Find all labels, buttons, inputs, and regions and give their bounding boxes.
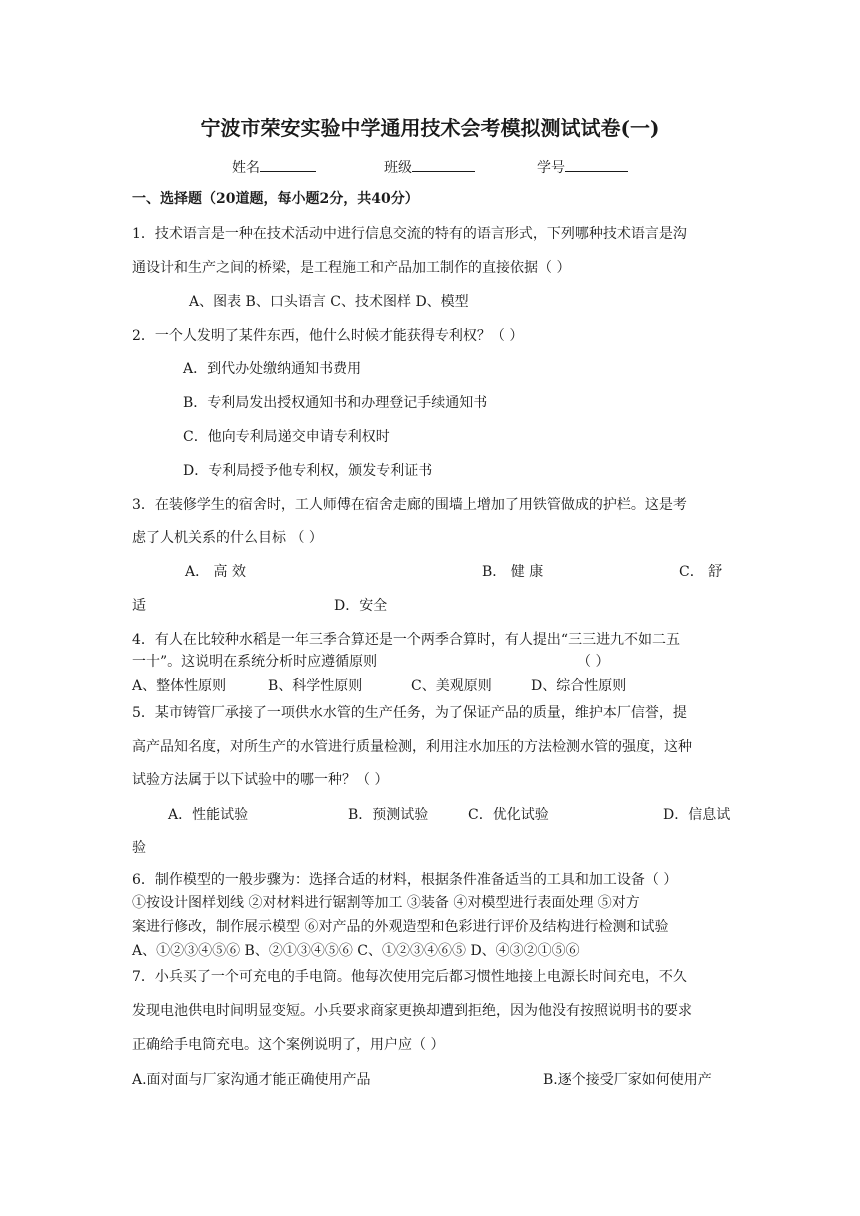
q6-line3: 案进行修改，制作展示模型 ⑥对产品的外观造型和色彩进行评价及结构进行检测和试验	[132, 919, 669, 935]
q7-line3: 正确给手电筒充电。这个案例说明了，用户应（ ）	[132, 1037, 445, 1053]
q5-line2: 高产品知名度，对所生产的水管进行质量检测，利用注水加压的方法检测水管的强度，这种	[132, 739, 692, 755]
q5-option-a: A．性能试验	[168, 807, 249, 823]
q2-option-a: A．到代办处缴纳通知书费用	[183, 361, 362, 377]
q6-line1: 6．制作模型的一般步骤为：选择合适的材料，根据条件准备适当的工具和加工设备（ ）	[132, 872, 678, 888]
id-label: 学号	[537, 160, 565, 176]
name-blank	[260, 156, 316, 172]
q5-option-d: D．信息试	[663, 807, 731, 823]
q2-option-c: C．他向专利局递交申请专利权时	[183, 429, 390, 445]
q4-option-c: C、美观原则	[411, 678, 492, 694]
q6-options: A、①②③④⑤⑥ B、②①③④⑤⑥ C、①②③④⑥⑤ D、④③②①⑤⑥	[132, 943, 580, 959]
q3-option-b: B． 健 康	[482, 564, 544, 580]
q5-line1: 5．某市铸管厂承接了一项供水水管的生产任务，为了保证产品的质量，维护本厂信誉，提	[132, 705, 687, 721]
q5-option-d-continued: 验	[132, 840, 146, 856]
q4-option-a: A、整体性原则	[132, 678, 227, 694]
id-field	[537, 156, 628, 178]
q5-line3: 试验方法属于以下试验中的哪一种？（ ）	[132, 772, 389, 788]
q3-option-a: A． 高 效	[185, 564, 247, 580]
q7-line2: 发现电池供电时间明显变短。小兵要求商家更换却遭到拒绝，因为他没有按照说明书的要求	[132, 1003, 692, 1019]
q3-option-c: C． 舒	[679, 564, 723, 580]
q4-answer-paren: （ ）	[577, 654, 610, 670]
q1-line1: 1．技术语言是一种在技术活动中进行信息交流的特有的语言形式，下列哪种技术语言是沟	[132, 226, 687, 242]
class-blank	[412, 156, 475, 172]
q2-option-b: B．专利局发出授权通知书和办理登记手续通知书	[183, 395, 488, 411]
name-label: 姓名	[232, 160, 260, 176]
q4-line1: 4．有人在比较种水稻是一年三季合算还是一个两季合算时，有人提出“三三进九不如二五	[132, 632, 681, 648]
q2-option-d: D．专利局授予他专利权，颁发专利证书	[183, 463, 433, 479]
q7-option-b: B.逐个接受厂家如何使用产	[543, 1072, 712, 1088]
q7-option-a: A.面对面与厂家沟通才能正确使用产品	[132, 1072, 371, 1088]
q7-line1: 7．小兵买了一个可充电的手电筒。他每次使用完后都习惯性地接上电源长时间充电，不久	[132, 969, 687, 985]
q3-option-c-continued: 适	[132, 598, 146, 614]
class-field	[384, 156, 475, 178]
name-field	[232, 156, 316, 178]
q4-line2: 一十”。这说明在系统分析时应遵循原则	[132, 654, 378, 670]
q2-line1: 2．一个人发明了某件东西，他什么时候才能获得专利权？（ ）	[132, 328, 524, 344]
q1-line2: 通设计和生产之间的桥梁，是工程施工和产品加工制作的直接依据（ ）	[132, 260, 571, 276]
q3-line1: 3．在装修学生的宿舍时，工人师傅在宿舍走廊的围墙上增加了用铁管做成的护栏。这是考	[132, 497, 687, 513]
q5-option-c: C．优化试验	[468, 807, 549, 823]
exam-title: 宁波市荣安实验中学通用技术会考模拟测试试卷(一)	[200, 116, 660, 140]
q3-line2: 虑了人机关系的什么目标 （ ）	[132, 530, 323, 546]
q3-option-d: D．安全	[334, 598, 388, 614]
id-blank	[565, 156, 628, 172]
q1-options: A、图表 B、口头语言 C、技术图样 D、模型	[189, 294, 469, 310]
q4-option-d: D、综合性原则	[531, 678, 627, 694]
class-label: 班级	[384, 160, 412, 176]
q4-option-b: B、科学性原则	[268, 678, 363, 694]
q6-line2: ①按设计图样划线 ②对材料进行锯割等加工 ③装备 ④对模型进行表面处理 ⑤对方	[132, 895, 640, 911]
section-heading: 一、选择题（20道题，每小题2分，共40分）	[132, 191, 419, 207]
q5-option-b: B．预测试验	[348, 807, 429, 823]
